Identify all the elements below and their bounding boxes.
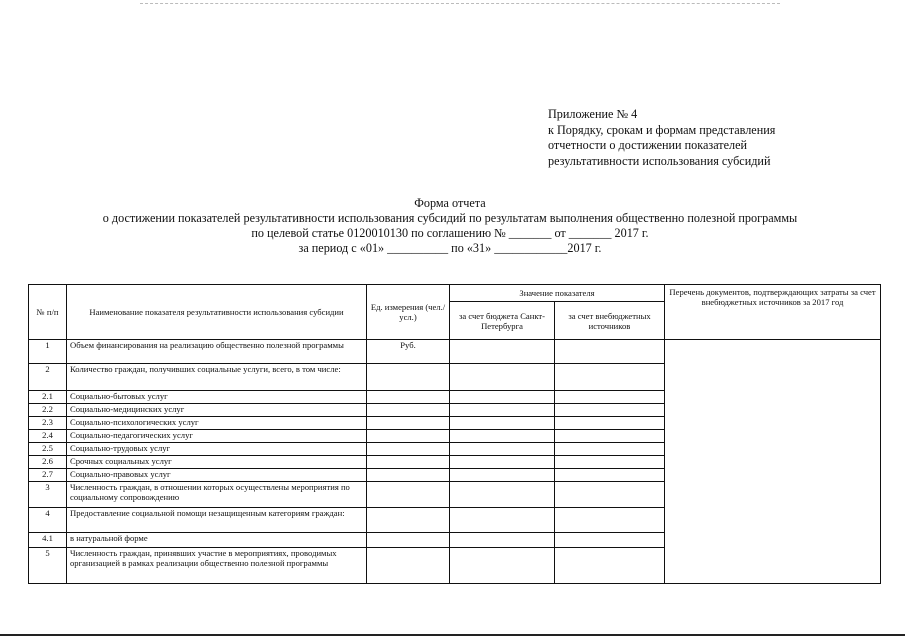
table-row xyxy=(29,340,881,364)
row-unit xyxy=(367,469,450,482)
row-budget-cell xyxy=(450,548,555,584)
form-title xyxy=(40,196,860,256)
row-offbudget-cell xyxy=(555,364,665,391)
appendix-note xyxy=(548,107,848,169)
row-num: 2.6 xyxy=(29,456,67,469)
row-unit xyxy=(367,443,450,456)
row-budget-cell xyxy=(450,482,555,508)
appendix-line: Приложение № 4 xyxy=(548,107,638,121)
appendix-line: к Порядку, срокам и формам представления xyxy=(548,122,776,137)
header-name: Наименование показателя результативности использования субсидии xyxy=(67,285,367,340)
row-offbudget-cell xyxy=(555,469,665,482)
row-budget-cell xyxy=(450,340,555,364)
row-offbudget-cell xyxy=(555,391,665,404)
row-name: Социально-трудовых услуг xyxy=(67,443,367,456)
row-name: Социально-бытовых услуг xyxy=(67,391,367,404)
row-offbudget-cell xyxy=(555,340,665,364)
row-name: Количество граждан, получивших социальные услуги, всего, в том числе: xyxy=(67,364,367,391)
appendix-line: отчетности о достижении показателей xyxy=(548,138,748,152)
row-unit xyxy=(367,456,450,469)
row-unit xyxy=(367,482,450,508)
row-num: 4.1 xyxy=(29,533,67,548)
row-unit xyxy=(367,404,450,417)
row-unit: Руб. xyxy=(367,340,450,364)
row-budget-cell xyxy=(450,417,555,430)
row-name: Численность граждан, в отношении которых осуществлены мероприятия по социальному сопровождению xyxy=(67,482,367,508)
header-budget: за счет бюджета Санкт-Петербурга xyxy=(450,302,555,340)
appendix-line: результативности использования субсидий xyxy=(548,153,771,168)
row-unit xyxy=(367,548,450,584)
row-offbudget-cell xyxy=(555,482,665,508)
row-name: Объем финансирования на реализацию общественно полезной программы xyxy=(67,340,367,364)
header-num: № п/п xyxy=(29,285,67,340)
row-unit xyxy=(367,508,450,533)
row-num: 2.4 xyxy=(29,430,67,443)
row-offbudget-cell xyxy=(555,417,665,430)
row-offbudget-cell xyxy=(555,548,665,584)
row-num: 1 xyxy=(29,340,67,364)
row-num: 2.5 xyxy=(29,443,67,456)
docs-cell xyxy=(665,340,881,584)
report-table xyxy=(28,284,881,584)
row-num: 2 xyxy=(29,364,67,391)
row-name: Предоставление социальной помощи незащищенным категориям граждан: xyxy=(67,508,367,533)
header-docs: Перечень документов, подтверждающих затраты за счет внебюджетных источников за 2017 год xyxy=(665,285,881,340)
row-offbudget-cell xyxy=(555,430,665,443)
form-subtitle-line: о достижении показателей результативности использования субсидий по результатам выполнения общественно полезной программы xyxy=(102,211,798,225)
row-name: в натуральной форме xyxy=(67,533,367,548)
row-budget-cell xyxy=(450,364,555,391)
row-budget-cell xyxy=(450,391,555,404)
header-unit: Ед. измерения (чел./усл.) xyxy=(367,285,450,340)
row-num: 4 xyxy=(29,508,67,533)
row-unit xyxy=(367,364,450,391)
row-unit xyxy=(367,533,450,548)
row-unit xyxy=(367,391,450,404)
row-budget-cell xyxy=(450,404,555,417)
row-budget-cell xyxy=(450,469,555,482)
row-name: Социально-медицинских услуг xyxy=(67,404,367,417)
row-offbudget-cell xyxy=(555,508,665,533)
row-num: 2.1 xyxy=(29,391,67,404)
form-title-line: Форма отчета xyxy=(414,196,486,210)
row-offbudget-cell xyxy=(555,443,665,456)
row-offbudget-cell xyxy=(555,404,665,417)
row-offbudget-cell xyxy=(555,533,665,548)
row-budget-cell xyxy=(450,533,555,548)
row-budget-cell xyxy=(450,443,555,456)
row-num: 5 xyxy=(29,548,67,584)
row-num: 2.7 xyxy=(29,469,67,482)
row-name: Срочных социальных услуг xyxy=(67,456,367,469)
row-num: 2.3 xyxy=(29,417,67,430)
row-name: Численность граждан, принявших участие в мероприятиях, проводимых организацией в рамках реализации общественно полезной программы xyxy=(67,548,367,584)
row-unit xyxy=(367,417,450,430)
row-name: Социально-правовых услуг xyxy=(67,469,367,482)
row-name: Социально-психологических услуг xyxy=(67,417,367,430)
header-offbudget: за счет внебюджетных источников xyxy=(555,302,665,340)
row-budget-cell xyxy=(450,456,555,469)
form-period-line: за период с «01» __________ по «31» ____________2017 г. xyxy=(298,241,602,255)
row-num: 3 xyxy=(29,482,67,508)
row-unit xyxy=(367,430,450,443)
form-article-line: по целевой статье 0120010130 по соглашению № _______ от _______ 2017 г. xyxy=(251,226,649,240)
header-value-group: Значение показателя xyxy=(450,285,665,302)
row-budget-cell xyxy=(450,430,555,443)
row-name: Социально-педагогических услуг xyxy=(67,430,367,443)
row-offbudget-cell xyxy=(555,456,665,469)
row-num: 2.2 xyxy=(29,404,67,417)
scan-edge-bottom xyxy=(0,634,905,636)
row-budget-cell xyxy=(450,508,555,533)
scan-edge-top xyxy=(140,3,780,4)
